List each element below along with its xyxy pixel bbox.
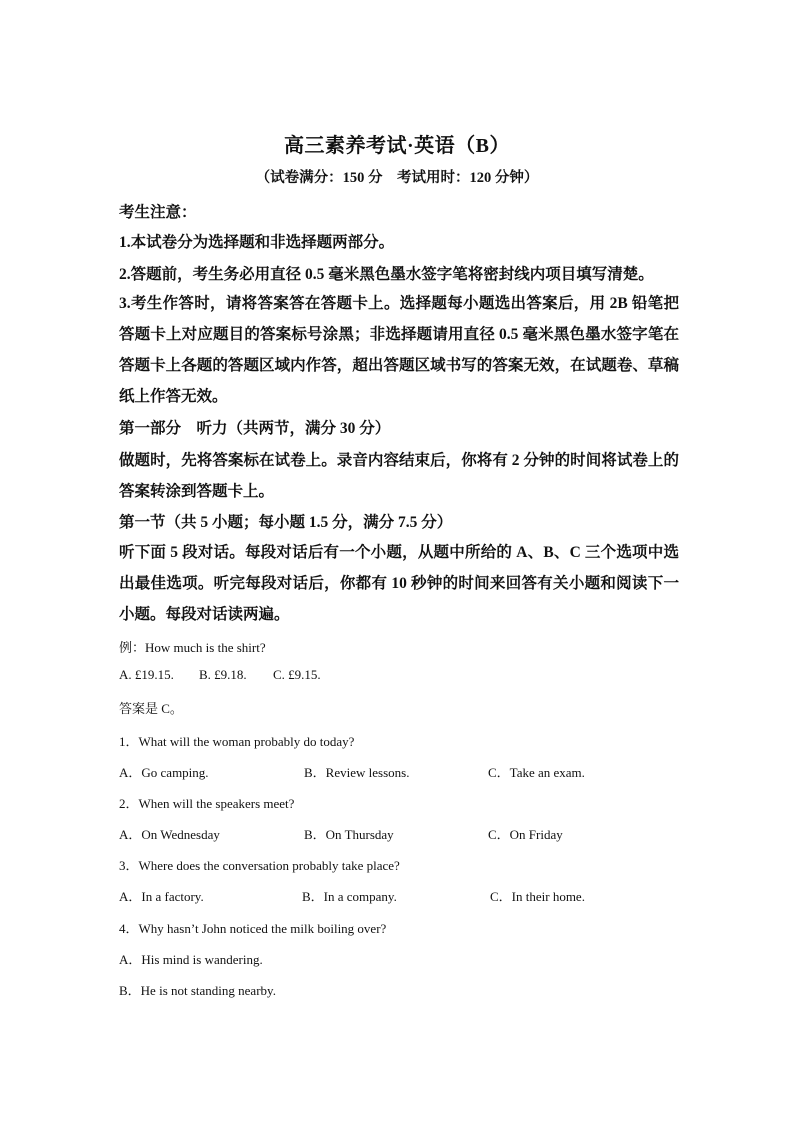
question-3-stem: 3．Where does the conversation probably take place?	[119, 858, 400, 873]
notice-item-1: 1.本试卷分为选择题和非选择题两部分。	[119, 234, 395, 251]
part1-instruction: 做题时，先将答案标在试卷上。录音内容结束后，你将有 2 分钟的时间将试卷上的答案转涂到答题卡上。	[119, 452, 679, 500]
question-4-option-a: A．His mind is wandering.	[119, 952, 263, 967]
question-2-stem: 2．When will the speakers meet?	[119, 796, 295, 811]
question-2-option-c: C．On Friday	[488, 827, 563, 842]
question-3-option-c: C．In their home.	[490, 889, 585, 904]
example-option-a: A. £19.15.	[119, 667, 174, 682]
question-3-option-b: B．In a company.	[302, 889, 397, 904]
question-1-stem: 1．What will the woman probably do today?	[119, 734, 355, 749]
question-1-option-a: A．Go camping.	[119, 765, 209, 780]
example-answer: 答案是 C。	[119, 701, 183, 716]
section1-heading: 第一节（共 5 小题；每小题 1.5 分，满分 7.5 分）	[119, 514, 453, 531]
notice-item-3: 3.考生作答时，请将答案答在答题卡上。选择题每小题选出答案后，用 2B 铅笔把答题卡上对应题目的答案标号涂黑；非选择题请用直径 0.5 毫米黑色墨水签字笔在答题卡上各题的答题区域内作答，超出答题区域书写的答案无效，在试题卷、草稿纸上作答无效。	[119, 295, 679, 405]
question-1-option-c: C．Take an exam.	[488, 765, 585, 780]
question-4-option-b: B．He is not standing nearby.	[119, 983, 276, 998]
question-2-option-a: A．On Wednesday	[119, 827, 220, 842]
question-3-option-a: A．In a factory.	[119, 889, 204, 904]
example-question: 例：How much is the shirt?	[119, 640, 266, 655]
section1-instruction: 听下面 5 段对话。每段对话后有一个小题，从题中所给的 A、B、C 三个选项中选出最佳选项。听完每段对话后，你都有 10 秒钟的时间来回答有关小题和阅读下一小题。每段对话读两遍。	[119, 544, 679, 623]
example-option-c: C. £9.15.	[273, 667, 321, 682]
exam-info-subtitle: （试卷满分：150 分 考试用时：120 分钟）	[255, 170, 539, 186]
example-option-b: B. £9.18.	[199, 667, 247, 682]
notice-item-2: 2.答题前，考生务必用直径 0.5 毫米黑色墨水签字笔将密封线内项目填写清楚。	[119, 266, 654, 283]
part1-heading: 第一部分 听力（共两节，满分 30 分）	[119, 420, 391, 437]
question-4-stem: 4．Why hasn’t John noticed the milk boiling over?	[119, 921, 387, 936]
page-title: 高三素养考试·英语（B）	[283, 135, 510, 157]
question-1-option-b: B．Review lessons.	[304, 765, 410, 780]
question-2-option-b: B．On Thursday	[304, 827, 394, 842]
notice-heading: 考生注意：	[119, 204, 197, 221]
